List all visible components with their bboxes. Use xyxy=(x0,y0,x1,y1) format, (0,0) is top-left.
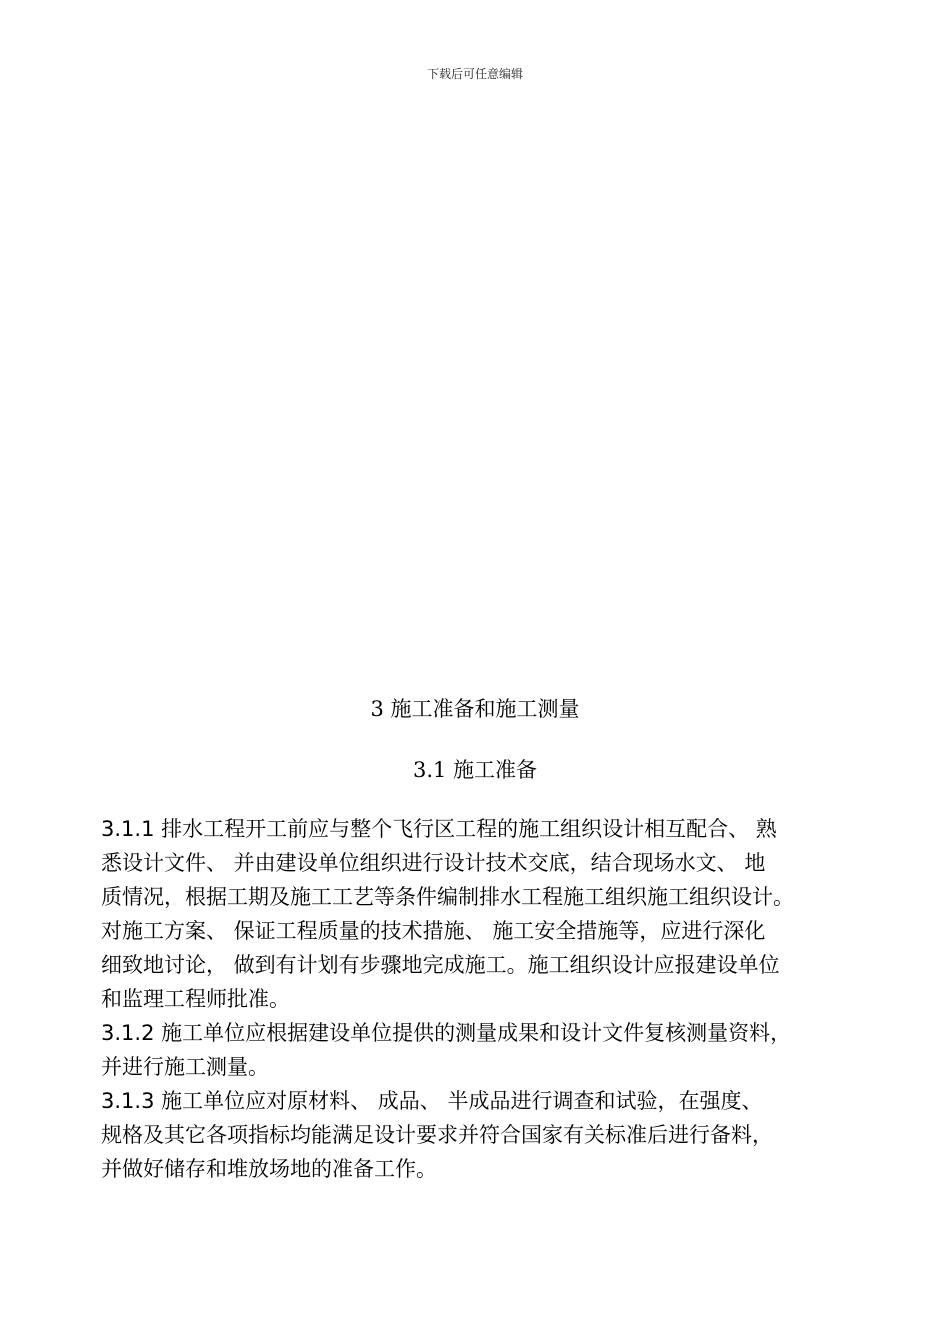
body-line: 并进行施工测量。 xyxy=(101,1055,269,1079)
body-line: 3.1.3 施工单位应对原材料、 成品、 半成品进行调查和试验，在强度、 xyxy=(101,1089,763,1113)
body-line: 细致地讨论， 做到有计划有步骤地完成施工。施工组织设计应报建设单位 xyxy=(101,953,780,977)
body-line: 和监理工程师批准。 xyxy=(101,987,290,1011)
chapter-title-text: 施工准备和施工测量 xyxy=(390,697,580,721)
chapter-number: 3 xyxy=(370,697,384,721)
body-line: 悉设计文件、 并由建设单位组织进行设计技术交底，结合现场水文、 地 xyxy=(101,851,766,875)
body-line: 规格及其它各项指标均能满足设计要求并符合国家有关标准后进行备料， xyxy=(101,1123,773,1147)
section-title xyxy=(0,754,950,784)
section-number: 3.1 xyxy=(412,758,447,782)
chapter-title xyxy=(0,693,950,723)
section-title-text: 施工准备 xyxy=(453,758,538,782)
body-text xyxy=(101,812,871,1186)
body-line: 对施工方案、 保证工程质量的技术措施、 施工安全措施等，应进行深化 xyxy=(101,919,766,943)
body-line: 3.1.2 施工单位应根据建设单位提供的测量成果和设计文件复核测量资料， xyxy=(101,1021,792,1045)
page-header: 下载后可任意编辑 xyxy=(426,67,523,81)
body-line: 并做好储存和堆放场地的准备工作。 xyxy=(101,1157,437,1181)
body-line: 3.1.1 排水工程开工前应与整个飞行区工程的施工组织设计相互配合、 熟 xyxy=(101,817,777,841)
body-line: 质情况，根据工期及施工工艺等条件编制排水工程施工组织施工组织设计。 xyxy=(101,885,794,909)
